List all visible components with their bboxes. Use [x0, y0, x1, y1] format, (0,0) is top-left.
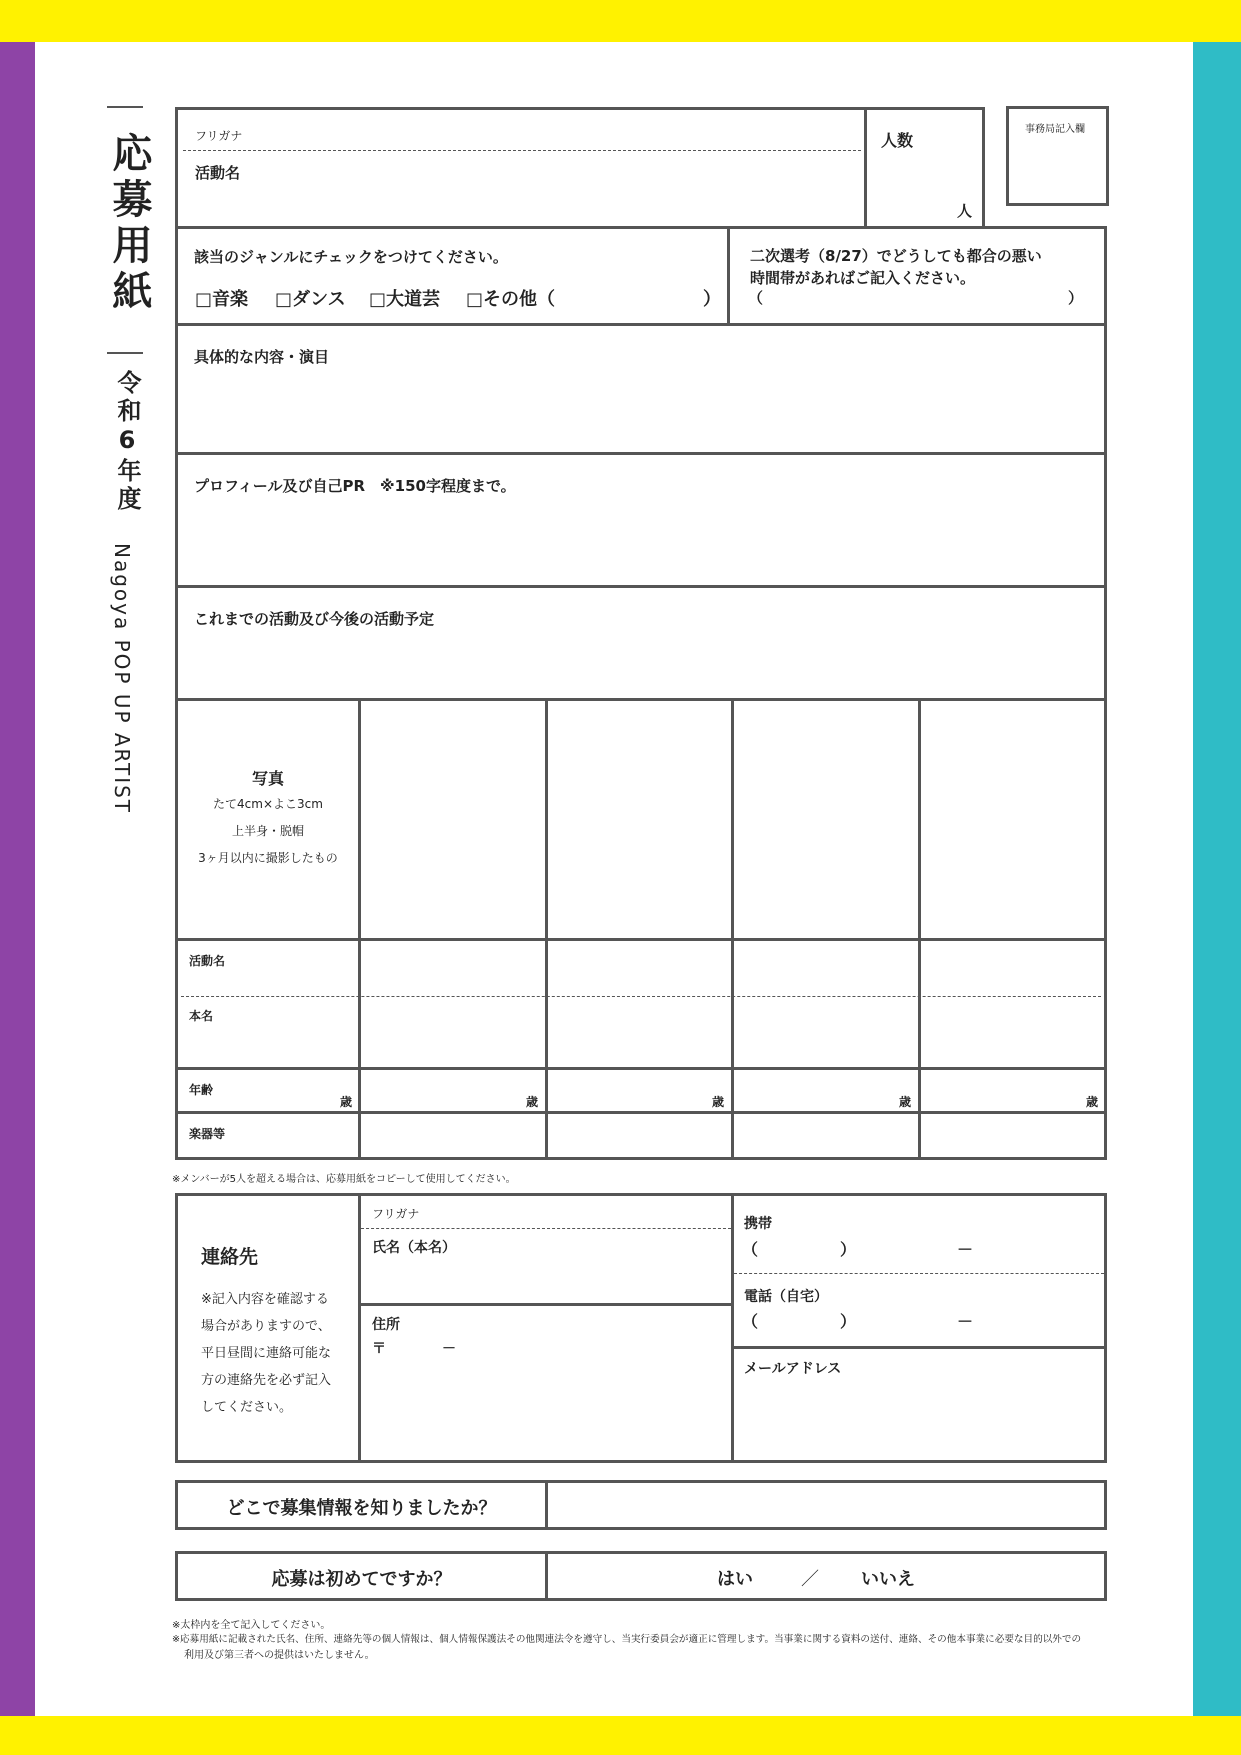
form-title: 応募用紙 — [106, 132, 152, 316]
mobile-close-paren: ） — [840, 1240, 857, 1259]
email-input[interactable] — [734, 1380, 1104, 1460]
headcount-box[interactable] — [864, 107, 985, 229]
schedule-open-paren: （ — [748, 289, 764, 307]
genre-option-dance[interactable]: □ダンス — [275, 289, 346, 310]
mobile-open-paren: （ — [742, 1240, 759, 1259]
age-unit-1: 歳 — [525, 1095, 538, 1109]
contact-name-input[interactable] — [361, 1258, 731, 1303]
age-unit-3: 歳 — [898, 1095, 911, 1109]
content-input[interactable] — [178, 370, 1104, 452]
first-time-slash: ／ — [801, 1569, 819, 1590]
photo-pose: 上半身・脱帽 — [231, 824, 304, 838]
row-divider-2 — [178, 452, 1104, 455]
home-phone-input[interactable] — [760, 1308, 1080, 1332]
phone-email-divider — [734, 1346, 1104, 1349]
bottom-color-band — [0, 1716, 1241, 1755]
right-color-band — [1193, 42, 1241, 1716]
schedule-prompt-line1: 二次選考（8/27）でどうしても都合の悪い — [750, 247, 1042, 265]
mobile-input[interactable] — [760, 1236, 1080, 1260]
profile-input[interactable] — [178, 500, 1104, 585]
phone-divider — [734, 1273, 1104, 1274]
row-divider-1 — [178, 323, 1104, 326]
genre-option-street-performance[interactable]: □大道芸 — [369, 289, 441, 310]
contact-desc-2: 場合がありますので、 — [201, 1319, 331, 1334]
photo-slot-1[interactable] — [361, 701, 545, 938]
contact-address-label: 住所 — [372, 1317, 400, 1333]
activity-name-box[interactable] — [175, 107, 867, 229]
home-phone-close-paren: ） — [840, 1312, 857, 1331]
history-label: これまでの活動及び今後の活動予定 — [194, 610, 435, 628]
headcount-unit: 人 — [957, 202, 973, 220]
age-unit-4: 歳 — [1085, 1095, 1098, 1109]
contact-furigana-divider — [361, 1228, 731, 1229]
photo-slot-3[interactable] — [734, 701, 918, 938]
home-phone-open-paren: （ — [742, 1312, 759, 1331]
mobile-label: 携帯 — [744, 1216, 772, 1232]
title-rule-top — [107, 106, 143, 108]
footer-note-2: ※応募用紙に記載された氏名、住所、連絡先等の個人情報は、個人情報保護法その他関連法令を遵守し、当実行委員会が適正に管理します。当事業に関する資料の送付、連絡、その他本事業に必要な目的以外での — [172, 1634, 1082, 1645]
history-input[interactable] — [178, 632, 1104, 698]
content-label: 具体的な内容・演目 — [194, 348, 330, 366]
left-color-band — [0, 42, 35, 1716]
first-time-question-label: 応募は初めてですか？ — [271, 1569, 452, 1590]
contact-name-label: 氏名（本名） — [372, 1240, 456, 1256]
member-overflow-note: ※メンバーが5人を超える場合は、応募用紙をコピーして使用してください。 — [172, 1174, 516, 1185]
photo-slot-4[interactable] — [921, 701, 1104, 938]
age-unit-2: 歳 — [711, 1095, 724, 1109]
home-phone-label: 電話（自宅） — [744, 1289, 828, 1305]
postal-dash: － — [442, 1341, 456, 1357]
genre-option-music[interactable]: □音楽 — [195, 289, 249, 310]
footer-note-1: ※太枠内を全て記入してください。 — [172, 1620, 331, 1631]
first-time-divider — [545, 1554, 548, 1598]
profile-label: プロフィール及び自己PR ※150字程度まで。 — [194, 477, 516, 495]
source-answer-input[interactable] — [548, 1483, 1104, 1527]
first-time-yes-option[interactable]: はい — [717, 1569, 753, 1590]
genre-option-other[interactable]: □その他（ — [466, 289, 556, 310]
photo-size: たて4cm×よこ3cm — [213, 797, 323, 811]
headcount-label: 人数 — [881, 131, 914, 150]
fiscal-year: 令和6年度 — [113, 370, 141, 514]
top-color-band — [0, 0, 1241, 42]
contact-desc-1: ※記入内容を確認する — [201, 1292, 329, 1307]
furigana-label: フリガナ — [195, 129, 243, 143]
contact-address-input[interactable] — [361, 1360, 731, 1460]
row-divider-3 — [178, 585, 1104, 588]
photo-slot-2[interactable] — [548, 701, 731, 938]
home-phone-dash: － — [957, 1312, 974, 1331]
member-instrument-label: 楽器等 — [189, 1127, 226, 1141]
mobile-dash: － — [957, 1240, 974, 1259]
genre-schedule-divider — [727, 229, 730, 326]
genre-other-close-paren: ） — [703, 289, 721, 310]
member-real-name-label: 本名 — [189, 1009, 214, 1023]
activity-name-label: 活動名 — [195, 164, 241, 182]
postal-mark: 〒 — [372, 1341, 386, 1357]
contact-title: 連絡先 — [201, 1246, 259, 1268]
row-divider-5 — [178, 938, 1104, 941]
contact-furigana-label: フリガナ — [372, 1207, 420, 1221]
contact-desc-4: 方の連絡先を必ず記入 — [201, 1373, 332, 1388]
footer-note-3: 利用及び第三者への提供はいたしません。 — [184, 1650, 375, 1661]
source-question-label: どこで募集情報を知りましたか？ — [226, 1498, 497, 1519]
row-divider-6 — [178, 1067, 1104, 1070]
title-rule-bottom — [107, 352, 143, 354]
office-use-box — [1006, 106, 1109, 206]
contact-desc-3: 平日昼間に連絡可能な — [201, 1346, 332, 1361]
member-age-label: 年齢 — [189, 1083, 214, 1097]
office-use-label: 事務局記入欄 — [1025, 124, 1085, 135]
row-divider-7 — [178, 1111, 1104, 1114]
contact-name-address-divider — [361, 1303, 731, 1306]
schedule-input[interactable] — [760, 285, 1060, 309]
photo-title: 写真 — [251, 769, 284, 788]
first-time-no-option[interactable]: いいえ — [861, 1569, 915, 1590]
furigana-divider — [183, 150, 861, 151]
event-name: Nagoya POP UP ARTIST — [110, 543, 134, 815]
genre-prompt: 該当のジャンルにチェックをつけてください。 — [194, 248, 508, 266]
member-name-divider — [181, 996, 1101, 997]
schedule-prompt-line2: 時間帯があればご記入ください。 — [750, 269, 976, 287]
photo-recency: 3ヶ月以内に撮影したもの — [198, 851, 338, 865]
email-label: メールアドレス — [744, 1361, 842, 1377]
member-activity-name-label: 活動名 — [189, 954, 226, 968]
age-unit-label-col: 歳 — [339, 1095, 352, 1109]
schedule-close-paren: ） — [1068, 289, 1084, 307]
contact-desc-5: してください。 — [201, 1400, 293, 1415]
